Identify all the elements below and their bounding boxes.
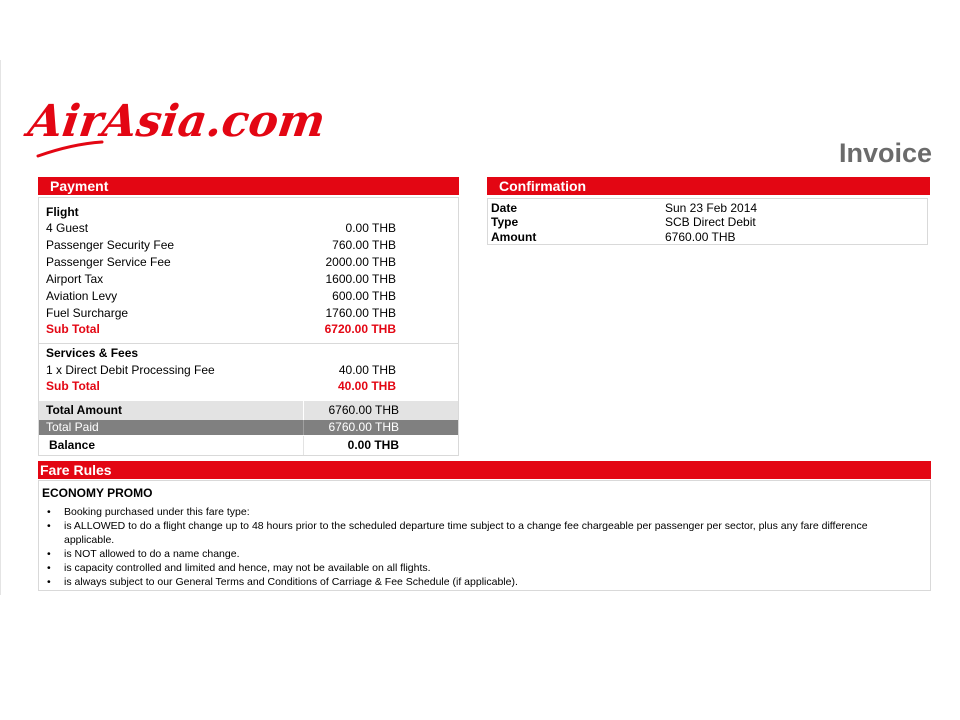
confirmation-panel bbox=[487, 198, 928, 245]
fare-rules-panel bbox=[38, 480, 931, 591]
fare-rule-text: is always subject to our General Terms and Conditions of Carriage & Fee Schedule (if applicable). bbox=[64, 576, 518, 588]
flight-item-label: 4 Guest bbox=[46, 221, 89, 235]
total-paid-label: Total Paid bbox=[46, 420, 99, 434]
flight-item-label: Aviation Levy bbox=[46, 289, 118, 303]
bullet-icon: • bbox=[47, 548, 51, 560]
page-title: Invoice bbox=[838, 138, 932, 168]
fare-rule-text: is NOT allowed to do a name change. bbox=[64, 548, 240, 560]
confirmation-amount-label: Amount bbox=[491, 230, 537, 244]
fare-rules-heading: Fare Rules bbox=[40, 462, 112, 478]
total-amount-value: 6760.00 THB bbox=[328, 403, 399, 417]
page-edge-line bbox=[0, 60, 1, 595]
bullet-icon: • bbox=[47, 562, 51, 574]
airasia-logo-graphic bbox=[25, 84, 329, 164]
balance-row bbox=[39, 436, 458, 455]
list-item bbox=[42, 547, 900, 561]
payment-header bbox=[38, 177, 459, 195]
services-item-amount: 40.00 THB bbox=[338, 363, 396, 377]
balance-value: 0.00 THB bbox=[347, 438, 399, 452]
balance-label: Balance bbox=[49, 438, 96, 452]
fare-rule-text: is ALLOWED to do a flight change up to 48 hours prior to the scheduled departure time subject to a change fee chargeable per passenger per sector, plus any fare difference applicable. bbox=[64, 520, 868, 546]
flight-section-title: Flight bbox=[46, 205, 79, 219]
payment-panel bbox=[38, 197, 459, 456]
flight-item-amount: 1600.00 THB bbox=[325, 272, 396, 286]
logo-wordmark: AirAsia.com bbox=[25, 95, 329, 147]
services-subtotal-amount: 40.00 THB bbox=[337, 379, 396, 393]
flight-subtotal-amount: 6720.00 THB bbox=[324, 322, 396, 336]
airasia-logo bbox=[25, 84, 329, 164]
confirmation-type-value: SCB Direct Debit bbox=[665, 215, 756, 229]
flight-item-amount: 760.00 THB bbox=[332, 238, 396, 252]
bullet-icon: • bbox=[47, 520, 51, 532]
confirmation-type-label: Type bbox=[491, 215, 519, 229]
bullet-icon: • bbox=[47, 506, 51, 518]
bullet-icon: • bbox=[47, 576, 51, 588]
flight-item-amount: 2000.00 THB bbox=[325, 255, 396, 269]
flight-item-amount: 0.00 THB bbox=[345, 221, 396, 235]
confirmation-date-value: Sun 23 Feb 2014 bbox=[665, 201, 758, 215]
total-paid-value: 6760.00 THB bbox=[328, 420, 399, 434]
fare-rule-text: is capacity controlled and limited and hence, may not be available on all flights. bbox=[64, 562, 431, 574]
confirmation-heading: Confirmation bbox=[499, 178, 587, 194]
confirmation-header bbox=[487, 177, 930, 195]
services-subtotal-label: Sub Total bbox=[46, 379, 100, 393]
confirmation-amount-value: 6760.00 THB bbox=[665, 230, 736, 244]
list-item bbox=[42, 505, 900, 519]
total-paid-row bbox=[39, 420, 458, 435]
flight-item-label: Passenger Security Fee bbox=[46, 238, 175, 252]
confirmation-date-label: Date bbox=[491, 201, 518, 215]
payment-heading: Payment bbox=[50, 178, 109, 194]
fare-rule-text: Booking purchased under this fare type: bbox=[64, 506, 250, 518]
section-divider bbox=[39, 343, 458, 344]
flight-item-amount: 600.00 THB bbox=[332, 289, 396, 303]
flight-subtotal-label: Sub Total bbox=[46, 322, 100, 336]
fare-rules-header bbox=[38, 461, 931, 479]
services-section-title: Services & Fees bbox=[46, 346, 139, 360]
flight-item-amount: 1760.00 THB bbox=[325, 306, 396, 320]
services-item-label: 1 x Direct Debit Processing Fee bbox=[46, 363, 215, 377]
flight-item-label: Airport Tax bbox=[46, 272, 104, 286]
fare-rules-list bbox=[42, 505, 900, 589]
total-amount-label: Total Amount bbox=[46, 403, 122, 417]
total-amount-row bbox=[39, 401, 458, 420]
list-item bbox=[42, 561, 900, 575]
flight-item-label: Passenger Service Fee bbox=[46, 255, 171, 269]
list-item bbox=[42, 519, 900, 547]
fare-type-title: ECONOMY PROMO bbox=[42, 486, 153, 500]
list-item bbox=[42, 575, 900, 589]
flight-item-label: Fuel Surcharge bbox=[46, 306, 129, 320]
